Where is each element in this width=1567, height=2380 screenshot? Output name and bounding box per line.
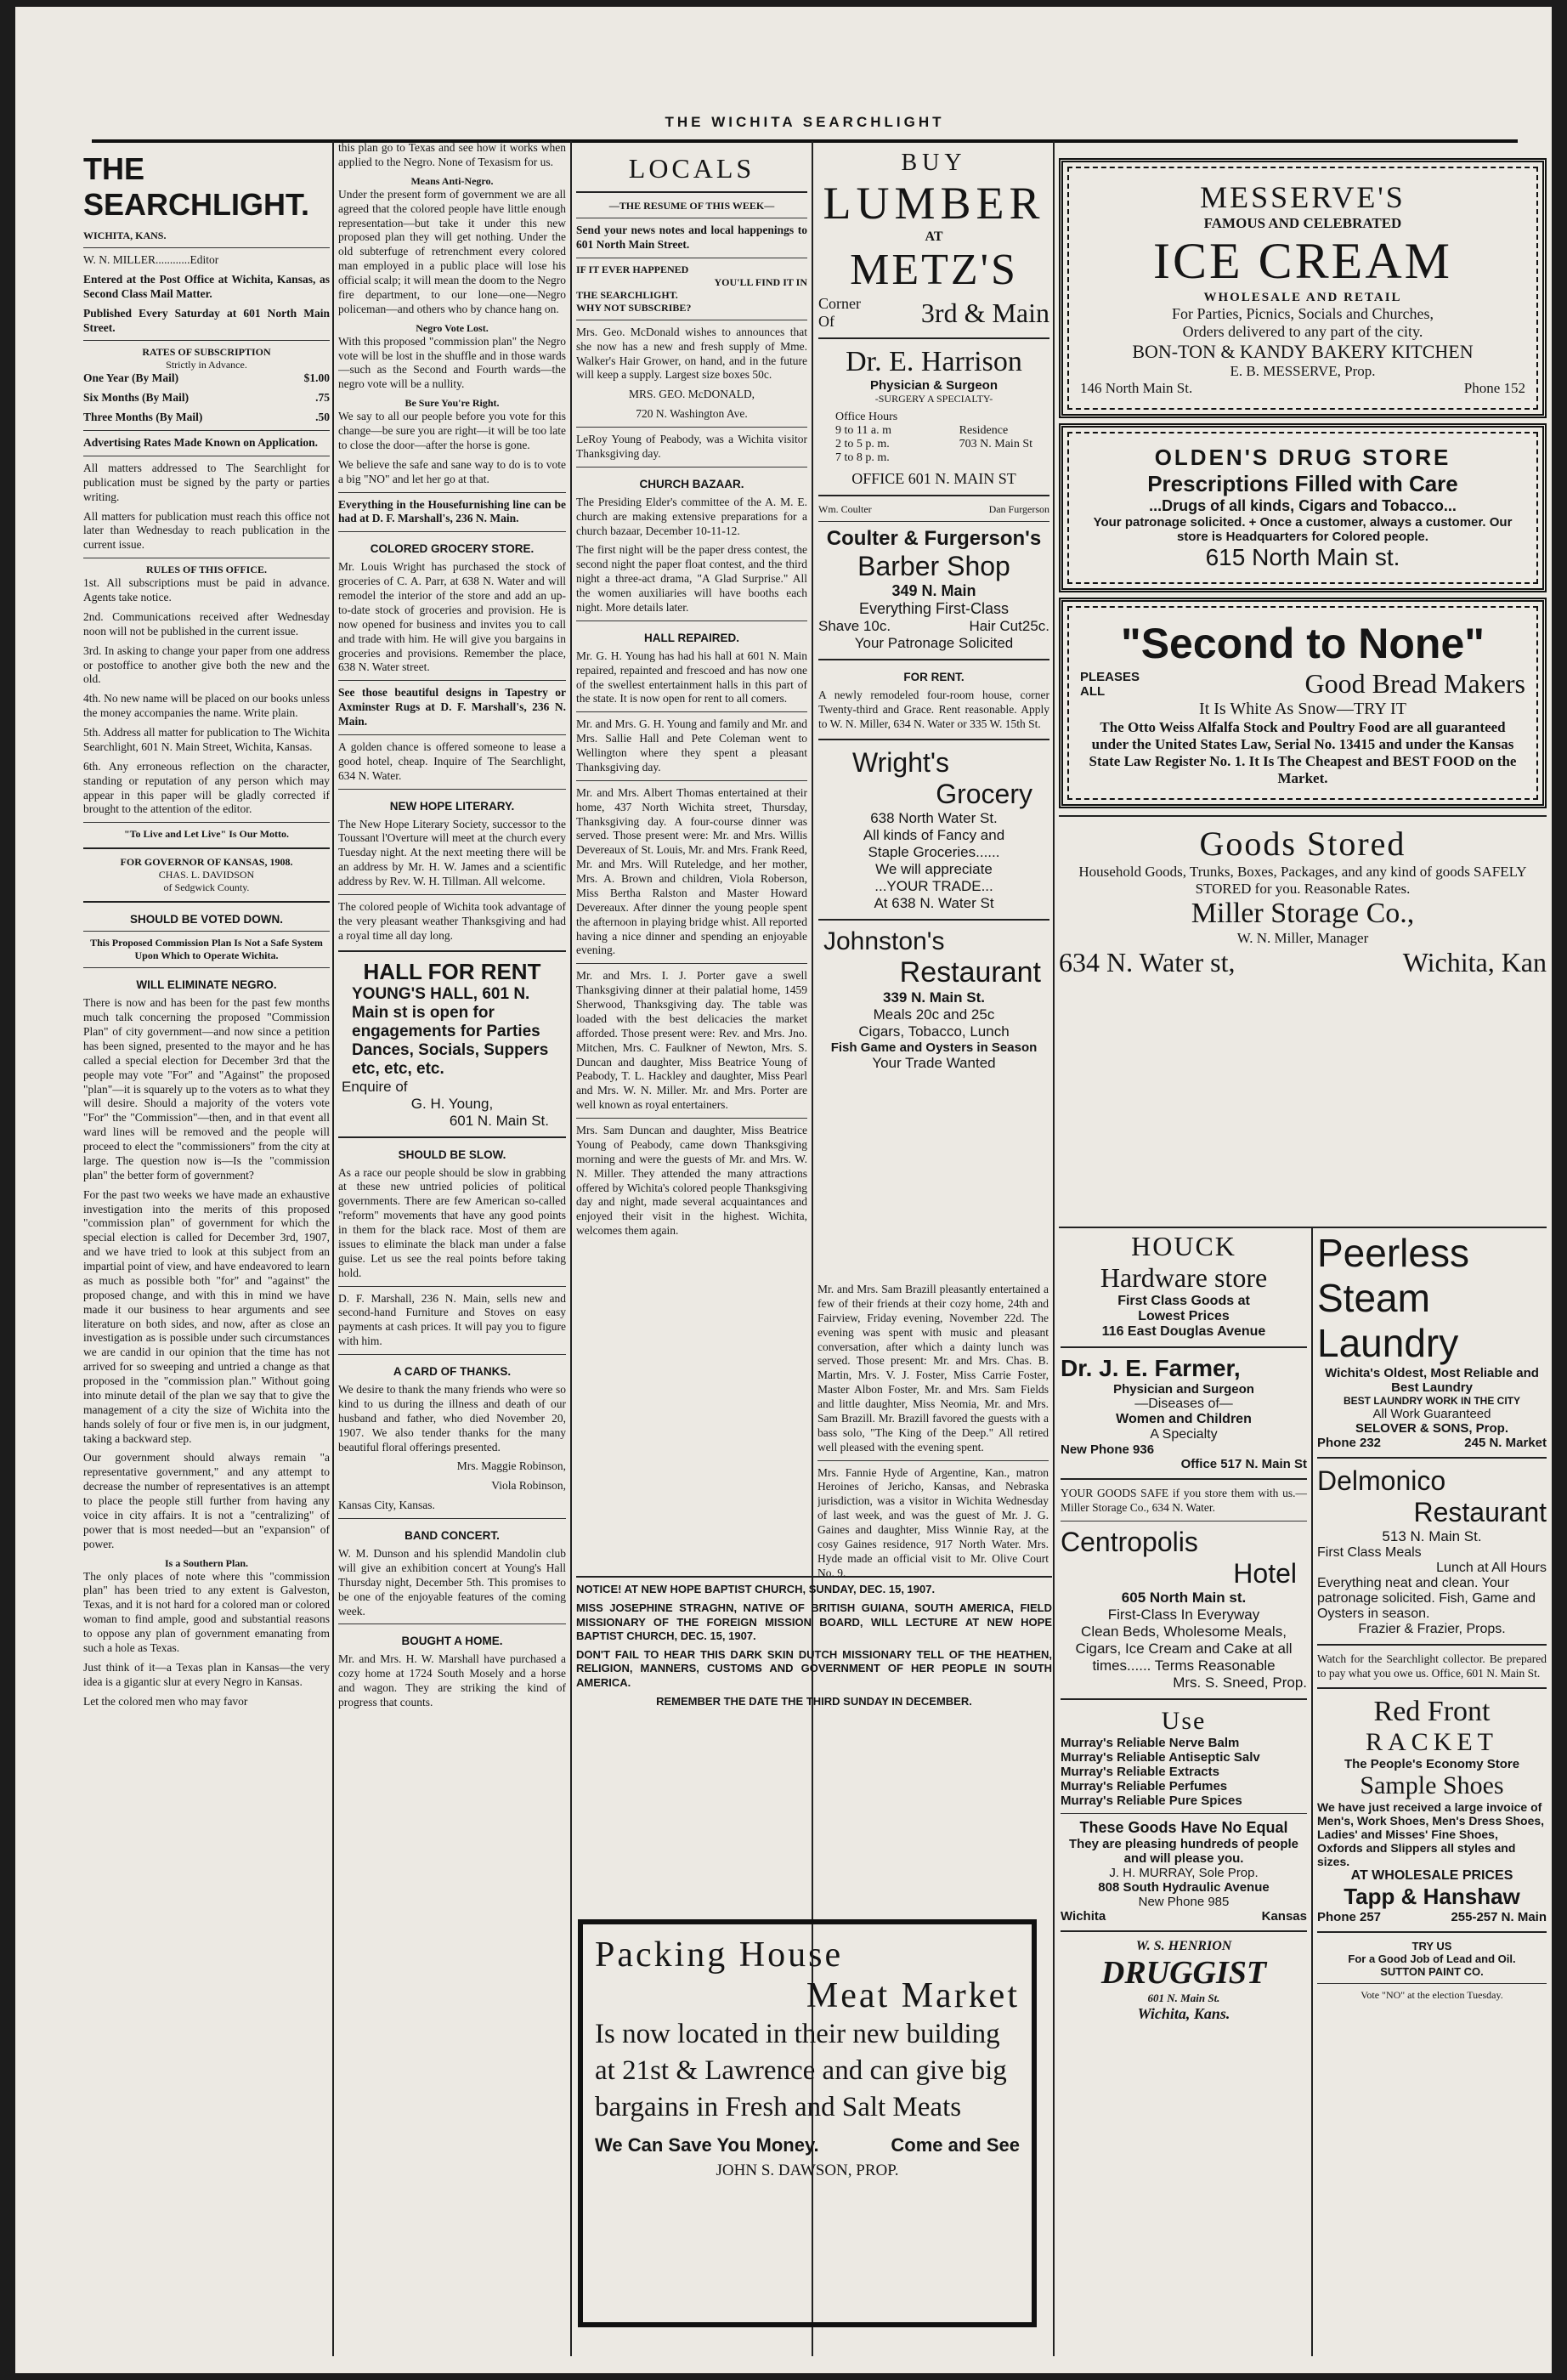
article-continuation: this plan go to Texas and see how it works when applied to the Negro. None of Texasism for us.: [338, 141, 566, 168]
publication-note: All matters for publication must reach this office not later than Wednesday to reach publication in the current issue.: [83, 509, 330, 552]
article-paragraph: Let the colored men who may favor: [83, 1694, 248, 1708]
column-rule: [1053, 141, 1055, 2356]
article-paragraph: The colored people of Wichita took advantage of the very pleasant weather Thanksgiving and had a royal time all day long.: [338, 899, 566, 942]
editor-line: W. N. MILLER............Editor: [83, 253, 219, 266]
nameplate: THE SEARCHLIGHT.: [83, 151, 310, 222]
ad-marshall: D. F. Marshall, 236 N. Main, sells new and second-hand Furniture and Stoves on easy payments at cash prices. It will pay you to figure with him.: [338, 1291, 566, 1348]
notice-hotel: A golden chance is offered someone to lease a good hotel, cheap. Inquire of The Searchlight, 634 N. Water.: [338, 740, 566, 782]
local-item: Mr. and Mrs. G. H. Young and family and Mr. and Mrs. Sallie Hall and Pete Coleman went to Wellington where they spent a pleasant Thanksgiving day.: [576, 717, 807, 774]
rate-row: One Year (By Mail) $1.00: [83, 371, 330, 385]
hall-for-rent-title: HALL FOR RENT: [363, 958, 541, 984]
lumber-headline: LUMBER: [823, 178, 1045, 229]
article-paragraph: We desire to thank the many friends who were so kind to us during the illness and death of our husband and father, who died November 20, 1907. We also tender thanks for the many beautiful floral offerings presented.: [338, 1383, 566, 1454]
local-item: The Presiding Elder's committee of the A. M. E. church are making extensive preparations for a church bazaar, December 10-11-12.: [576, 495, 807, 537]
rates-title: RATES OF SUBSCRIPTION: [142, 346, 271, 359]
column-rule: [332, 141, 334, 2356]
headline-grocery: COLORED GROCERY STORE.: [370, 542, 535, 556]
rate-row: Three Months (By Mail) .50: [83, 411, 330, 424]
article-paragraph: Our government should always remain "a representative government," and any attempt to decrease the number of representatives is an attempt to place the people still further from having any voice in city affairs. It is not a "centralizing" of power that is most needed—but an "expansion" of power.: [83, 1451, 330, 1550]
article-paragraph: W. M. Dunson and his splendid Mandolin club will give an exhibition concert at Young's Hall Thursday night, December 5th. This promises to be one of the enjoyable features of the coming week.: [338, 1547, 566, 1618]
hall-for-rent-body: YOUNG'S HALL, 601 N. Main st is open for engagements for Parties Dances, Socials, Suppers etc, etc, etc.: [352, 984, 549, 1078]
column-6a: HOUCK Hardware store First Class Goods at Lowest Prices 116 East Douglas Avenue Dr. J. E. Farmer, Physician and Surgeon —Diseases of— Women and Children A Specialty New Phone 936 Office 517 N. Main St YOUR GOODS SAFE if you store them with us.—Miller Storage Co., 634 N. Water. Centropolis Hotel 605 North Main st. First-Class In Everyway Clean Beds, Wholesome Meals, Cigars, Ice Cream and Cake at all times...... Terms Reasonable Mrs. S. Sneed, Prop. Use Murray's Reliable Nerve Balm Murray's Reliable Antiseptic Salv Murray's Reliable Extracts Murray's Reliable Perfumes Murray's Reliable Pure Spices These Goods Have No Equal They are pleasing hundreds of people and will please you. J. H. MURRAY, Sole Prop. 808 South Hydraulic Avenue New Phone 985 Wichita Kansas W. S. HENRION DRUGGIST 601 N. Main St. Wichita, Kans.: [1061, 1231, 1307, 2022]
subhead-vote-lost: Negro Vote Lost.: [416, 321, 489, 334]
locals-title: LOCALS: [628, 153, 755, 184]
headline-literary: NEW HOPE LITERARY.: [389, 799, 515, 813]
rate-row: Six Months (By Mail) .75: [83, 391, 330, 405]
locals-resume: —THE RESUME OF THIS WEEK—: [608, 200, 775, 212]
published-notice: Published Every Saturday at 601 North Main Street.: [83, 306, 330, 334]
headline-band-concert: BAND CONCERT.: [404, 1529, 500, 1542]
rule-item: 4th. No new name will be placed on our books unless the money accompanies the name. Write plain.: [83, 692, 330, 720]
article-paragraph: Just think of it—a Texas plan in Kansas—the very idea is a gigantic slur at every Negro in Kansas.: [83, 1660, 330, 1688]
packing-house-ad: Packing House Meat Market Is now located in their new building at 21st & Lawrence and can give big bargains in Fresh and Salt Meats We Can Save You Money. Come and See JOHN S. DAWSON, PROP.: [578, 1919, 1037, 2327]
rates-subtitle: Strictly in Advance.: [166, 359, 247, 371]
rule-item: 3rd. In asking to change your paper from one address or postoffice to another give both the new and the old.: [83, 643, 330, 686]
column-rule: [570, 141, 572, 2356]
local-item: Mr. G. H. Young has had his hall at 601 N. Main repaired, repainted and frescoed and has now one of the swellest entertainment halls in this part of the state. It is now open for rent to all comers.: [576, 649, 807, 706]
rule-item: 6th. Any erroneous reflection on the character, standing or reputation of any person which may appear in this paper will be gladly corrected if brought to the attention of the editor.: [83, 759, 330, 816]
governor-title: FOR GOVERNOR OF KANSAS, 1908.: [120, 856, 293, 869]
headline-church-bazaar: CHURCH BAZAAR.: [639, 477, 744, 490]
governor-name: CHAS. L. DAVIDSON: [158, 869, 255, 881]
article-paragraph: As a race our people should be slow in grabbing at these new untried policies of political governments. There are few American so-called "reform" movements that have any good points in them for the black race. Most of them are issues to eliminate the black man under a false guise. Let us see the real points before taking hold.: [338, 1165, 566, 1279]
article-paragraph: For the past two weeks we have made an exhaustive investigation into the merits of this proposed "commission plan" of government for which the special election is called for December 3rd, 1907, and we have tried to look at this subject from an impartial point of view, and have endeavored to learn as much as possible both "for" and "against" the proposed change, and with this in mind we have made it our business to hear arguments and see literature on both sides, and now, after as close an investigation as is possible under such circumstances we are candid in our opinion that the time has not arrived for so sweeping and untried a change as that proposed in the "commission plan." Without going into minute detail of the plan we say that to give the management of a city the size of Wichita into the hands solely of four or five men is, in our judgment, taking a backward step.: [83, 1187, 330, 1445]
all-matters-note: All matters addressed to The Searchlight for publication must be signed by the party or parties writing.: [83, 461, 330, 503]
rules-title: RULES OF THIS OFFICE.: [145, 564, 268, 576]
column-1: [83, 141, 330, 2356]
subhead-southern-plan: Is a Southern Plan.: [164, 1556, 249, 1569]
local-item: Mrs. Geo. McDonald wishes to announces that she now has a new and fresh supply of Mme. Walker's Hair Grower, on hand, and in the future will keep a supply. Largest size boxes 50c.: [576, 325, 807, 382]
article-paragraph: The New Hope Literary Society, successor to the Toussant l'Overture will meet at the church every Tuesday night. At the next meeting there will be an address by Mr. H. W. James and a scientific address by Rev. W. H. Tillman. All welcome.: [338, 817, 566, 887]
column-3: LOCALS —THE RESUME OF THIS WEEK— Send your news notes and local happenings to 601 North Main Street. IF IT EVER HAPPENED YOU'LL FIND IT IN THE SEARCHLIGHT. WHY NOT SUBSCRIBE? Mrs. Geo. McDonald wishes to announces that she now has a new and fresh supply of Mme. Walker's Hair Grower, on hand, and in the future will keep a supply. Largest size boxes 50c. MRS. GEO. McDONALD, 720 N. Washington Ave. LeRoy Young of Peabody, was a Wichita visitor Thanksgiving day. CHURCH BAZAAR. The Presiding Elder's committee of the A. M. E. church are making extensive preparations for a church bazaar, December 10-11-12. The first night will be the paper dress contest, the second night the paper float contest, and the third night a three-act drama, "A Glad Surprise." All the women auxiliaries will have booths each night. More details later. HALL REPAIRED. Mr. G. H. Young has had his hall at 601 N. Main repaired, repainted and frescoed and has now one of the swellest entertainment halls in this part of the state. It is now open for rent to all comers. Mr. and Mrs. G. H. Young and family and Mr. and Mrs. Sallie Hall and Pete Coleman went to Wellington where they spent a pleasant Thanksgiving day. Mr. and Mrs. Albert Thomas entertained at their home, 437 North Wichita street, Thursday, Thanksgiving day. A four-course dinner was served. Those present were: Mr. and Mrs. Willis Devereaux of St. Louis, Mr. and Mrs. Frank Reed, Mr. and Mrs. Will Ruteledge, and her mother, Mrs. A. Brown and children, Viola Roberson, Miss Bertha Ralston and Master Howard Devereaux. After dinner the young people spent the afternoon in playing bridge whist. All reported having a nice dinner and spending an enjoyable evening. Mr. and Mrs. I. J. Porter gave a swell Thanksgiving dinner at their palatial home, 1459 Sherwood, Thanksgiving day. The table was loaded with the best delicacies the market afforded. Those present were: Rev. and Mrs. Jno. Mitchen, Mrs. C. Faulkner of Newton, Mrs. S. Duncan and daughter, Miss Beatrice Young of Peabody, T. L. Hackley and daughter, Miss Pearl and Mrs. W. N. Miller. Mr. and Mrs. Porter are well known as royal entertainers. Mrs. Sam Duncan and daughter, Miss Beatrice Young of Peabody, came down Thanksgiving morning and were the guests of Mr. and Mrs. W. N. Miller. They attended the many attractions offered by Wichita's colored people Thanksgiving day and night, made several acquaintances and enjoyed their visit in the highest. Wichita, welcomes them again.: [576, 153, 807, 1238]
headline-hall-repaired: HALL REPAIRED.: [643, 631, 739, 644]
ad-housefurnishing: Everything in the Housefurnishing line can be had at D. F. Marshall's, 236 N. Main.: [338, 497, 566, 525]
local-item: Mrs. Fannie Hyde of Argentine, Kan., matron Heroines of Jericho, Kansas, and Nebraska jurisdiction, was a visitor in Wichita Wednesday of last week, and was the guest of Mr. J. G. Gaines and daughter, Miss Winnie Ray, at the cosy Gaines residence, 917 North Water. Mrs. Hyde made an official visit to Mr. Olive Court No. 9.: [817, 1465, 1049, 1579]
article-paragraph: The only places of note where this "commission plan" has been tried to any extent is Galveston, Texas, and it is not hard for a colored man or colored woman to find ample, good and substantial reasons to oppose any plan of government emanating from such a hole as Texas.: [83, 1569, 330, 1654]
masthead: THE WICHITA SEARCHLIGHT: [92, 114, 1518, 143]
messerve-ad: MESSERVE'S FAMOUS AND CELEBRATED ICE CREAM WHOLESALE AND RETAIL For Parties, Picnics, Socials and Churches, Orders delivered to any part of the city. BON-TON & KANDY BAKERY KITCHEN E. B. MESSERVE, Prop. 146 North Main St. Phone 152: [1059, 158, 1547, 418]
article-paragraph: Under the present form of government we are all agreed that the colored people have little enough representation—but take it under this new proposed plan they will get nothing. Under the old subterfuge of retrenchment every colored man employed in a public place will lose his official scalp; it will mean the doom to the Negro fire department, to our lone—one—Negro policeman—and others who by chance hang on.: [338, 187, 566, 315]
rule-item: 2nd. Communications received after Wednesday noon will not be published in the current issue.: [83, 609, 330, 638]
governor-county: of Sedgwick County.: [163, 881, 250, 894]
notice-block: NOTICE! AT NEW HOPE BAPTIST CHURCH, SUNDAY, DEC. 15, 1907. MISS JOSEPHINE STRAGHN, NATIVE OF BRITISH GUIANA, SOUTH AMERICA, FIELD MISSIONARY OF THE FOREIGN MISSION BOARD, WILL LECTURE AT NEW HOPE BAPTIST CHURCH, DEC. 15, 1907. DON'T FAIL TO HEAR THIS DARK SKIN DUTCH MISSIONARY TELL OF THE HEATHEN, RELIGION, MANNERS, CUSTOMS AND GOVERNMENT OF HER PEOPLE IN SOUTH AMERICA. REMEMBER THE DATE THE THIRD SUNDAY IN DECEMBER.: [576, 1576, 1052, 1714]
article-paragraph: With this proposed "commission plan" the Negro vote will be lost in the shuffle and in those wards—such as the Second and Fourth wards—the negro vote will be a nullity.: [338, 334, 566, 391]
harrison-name: Dr. E. Harrison: [846, 346, 1022, 377]
subhead-be-sure: Be Sure You're Right.: [404, 397, 500, 410]
newspaper-page: [15, 7, 1552, 2373]
olden-drug-ad: OLDEN'S DRUG STORE Prescriptions Filled with Care ...Drugs of all kinds, Cigars and Tobacco... Your patronage solicited. + Once a customer, always a customer. Our store is Headquarters for Colored people. 615 North Main st.: [1059, 423, 1547, 592]
headline-bought-home: BOUGHT A HOME.: [401, 1635, 503, 1648]
article-paragraph: There is now and has been for the past few months much talk concerning the proposed "Commission Plan" of city government—and now since a petition has been signed, presented to the mayor and he has called a special election for December 3rd that the people may vote "For" and "Against" the proposed "plan"—it is squarely up to the voters as to what they will desire. Should a majority of the voters vote "For" the "Commission"—then, and in that event all ward lines will be removed and the people will proceed to elect the "commissioners" from the city at large. The question now is—Is the "commission plan" the better form of government?: [83, 996, 330, 1182]
metz-name: METZ'S: [850, 246, 1018, 294]
column-2: this plan go to Texas and see how it works when applied to the Negro. None of Texasism for us. Means Anti-Negro. Under the present form of government we are all agreed that the colored people have little enough representation—but take it under this new proposed plan they will get nothing. Under the old subterfuge of retrenchment every colored man employed in a public place will lose his official scalp; it will mean the doom to the Negro fire department, to our lone—one—Negro policeman—and others who by chance hang on. Negro Vote Lost. With this proposed "commission plan" the Negro vote will be lost in the shuffle and in those wards—such as the Second and Fourth wards—the negro vote will be a nullity. Be Sure You're Right. We say to all our people before you vote for this change—be sure you are right—it will be too late to close the door—after the horse is gone. We believe the safe and sane way to do is to vote a big "NO" and let her go at that. Everything in the Housefurnishing line can be had at D. F. Marshall's, 236 N. Main. COLORED GROCERY STORE. Mr. Louis Wright has purchased the stock of groceries of C. A. Parr, at 638 N. Water and will remodel the interior of the store and add an up-to-date stock of groceries and provision. He is now opened for business and invites you to call and trade with him. He will give you bargains in groceries and provisions. Remember the place, 638 N. Water street. See those beautiful designs in Tapestry or Axminster Rugs at D. F. Marshall's, 236 N. Main. A golden chance is offered someone to lease a good hotel, cheap. Inquire of The Searchlight, 634 N. Water. NEW HOPE LITERARY. The New Hope Literary Society, successor to the Toussant l'Overture will meet at the church every Tuesday night. At the next meeting there will be an address by Mr. H. W. James and a scientific address by Rev. W. H. Tillman. All welcome. The colored people of Wichita took advantage of the very pleasant weather Thanksgiving and had a royal time all day long. HALL FOR RENT YOUNG'S HALL, 601 N. Main st is open for engagements for Parties Dances, Socials, Suppers etc, etc, etc. Enquire of G. H. Young, 601 N. Main St. SHOULD BE SLOW. As a race our people should be slow in grabbing at these new untried policies of political governments. There are few American so-called "reform" movements that have any good points in them for the black race. Most of them are issues to eliminate the black man under a false guise. Let us see the real points before taking hold. D. F. Marshall, 236 N. Main, sells new and second-hand Furniture and Stoves on easy payments at cash prices. It will pay you to figure with him. A CARD OF THANKS. We desire to thank the many friends who were so kind to us during the illness and death of our husband and father, who died November 20, 1907. We also tender thanks for the many beautiful floral offerings presented. Mrs. Maggie Robinson, Viola Robinson, Kansas City, Kansas. BAND CONCERT. W. M. Dunson and his splendid Mandolin club will give an exhibition concert at Young's Hall Thursday night, December 5th. This promises to be one of the enjoyable features of the coming week. BOUGHT A HOME. Mr. and Mrs. H. W. Marshall have purchased a cozy home at 1724 South Mosely and a horse and wagon. They are striking the kind of progress that counts.: [338, 141, 566, 1708]
local-item: Mr. and Mrs. Albert Thomas entertained at their home, 437 North Wichita street, Thursday, Thanksgiving day. A four-course dinner was served. Those present were: Mr. and Mrs. Willis Devereaux of St. Louis, Mr. and Mrs. Frank Reed, Mr. and Mrs. Will Ruteledge, and her mother, Mrs. A. Brown and children, Viola Roberson, Miss Bertha Ralston and Master Howard Devereaux. After dinner the young people spent the afternoon in playing bridge whist. All reported having a nice dinner and spending an enjoyable evening.: [576, 785, 807, 957]
ad-tapestry: See those beautiful designs in Tapestry or Axminster Rugs at D. F. Marshall's, 236 N. Main.: [338, 686, 566, 728]
locals-send-news: Send your news notes and local happenings to 601 North Main Street.: [576, 224, 807, 251]
subhead-commission: This Proposed Commission Plan Is Not a Safe System Upon Which to Operate Wichita.: [90, 937, 323, 962]
article-paragraph: Mr. and Mrs. H. W. Marshall have purchased a cozy home at 1724 South Mosely and a horse and wagon. They are striking the kind of progress that counts.: [338, 1652, 566, 1708]
headline-voted-down: SHOULD BE VOTED DOWN.: [129, 913, 283, 926]
rule-item: 5th. Address all matter for publication to The Wichita Searchlight, 601 N. Main Street, Wichita, Kansas.: [83, 726, 330, 753]
article-paragraph: Mr. Louis Wright has purchased the stock of groceries of C. A. Parr, at 638 N. Water and will remodel the interior of the store and add an up-to-date stock of groceries and provision. He is now opened for business and invites you to call and trade with him. He will give you bargains in groceries and provisions. Remember the place, 638 N. Water street.: [338, 560, 566, 674]
entered-notice: Entered at the Post Office at Wichita, Kansas, as Second Class Mail Matter.: [83, 272, 330, 300]
local-item: LeRoy Young of Peabody, was a Wichita visitor Thanksgiving day.: [576, 433, 807, 460]
local-item: Mr. and Mrs. I. J. Porter gave a swell Thanksgiving dinner at their palatial home, 1459 Sherwood, Thanksgiving day. The table was loaded with the best delicacies the market afforded. Those present were: Rev. and Mrs. Jno. Mitchen, Mrs. C. Faulkner of Newton, Mrs. S. Duncan and daughter, Miss Beatrice Young of Peabody, T. L. Hackley and daughter, Miss Pearl and Mrs. W. N. Miller. Mr. and Mrs. Porter are well known as royal entertainers.: [576, 969, 807, 1112]
column-5: BUY LUMBER AT METZ'S Corner Of 3rd & Main Dr. E. Harrison Physician & Surgeon -SURGERY A SPECIALTY- Office Hours 9 to 11 a. m 2 to 5 p. m. 7 to 8 p. m. Residence 703 N. Main St OFFICE 601 N. MAIN ST Wm. Coulter Dan Furgerson Coulter & Furgerson's Barber Shop 349 N. Main Everything First-Class Shave 10c. Hair Cut25c. Your Patronage Solicited FOR RENT. A newly remodeled four-room house, corner Twenty-third and Grace. Rent reasonable. Apply to W. N. Miller, 634 N. Water or 335 W. 15th St. Wright's Grocery 638 North Water St. All kinds of Fancy and Staple Groceries...... We will appreciate ...YOUR TRADE... At 638 N. Water St Johnston's Restaurant 339 N. Main St. Meals 20c and 25c Cigars, Tobacco, Lunch Fish Game and Oysters in Season Your Trade Wanted: [818, 150, 1049, 1071]
article-paragraph: We say to all our people before you vote for this change—be sure you are right—it will be too late to close the door—after the horse is gone.: [338, 410, 566, 451]
advertising-note: Advertising Rates Made Known on Application.: [83, 436, 319, 449]
headline-card-of-thanks: A CARD OF THANKS.: [393, 1365, 512, 1378]
headline-should-be-slow: SHOULD BE SLOW.: [398, 1148, 506, 1161]
headline-eliminate-negro: WILL ELIMINATE NEGRO.: [136, 978, 277, 992]
local-item: The first night will be the paper dress contest, the second night the paper float contest, and the third night a three-act drama, "A Glad Surprise." All the women auxiliaries will have booths each night. More details later.: [576, 543, 807, 614]
nameplate-place: WICHITA, KANS.: [83, 230, 167, 241]
column-7: Peerless Steam Laundry Wichita's Oldest, Most Reliable and Best Laundry BEST LAUNDRY WORK IN THE CITY All Work Guaranteed SELOVER & SONS, Prop. Phone 232 245 N. Market Delmonico Restaurant 513 N. Main St. First Class Meals Lunch at All Hours Everything neat and clean. Your patronage solicited. Fish, Game and Oysters in season. Frazier & Frazier, Props. Watch for the Searchlight collector. Be prepared to pay what you owe us. Office, 601 N. Main St. Red Front RACKET The People's Economy Store Sample Shoes We have just received a large invoice of Men's, Work Shoes, Men's Dress Shoes, Ladies' and Misses' Fine Shoes, Oxfords and Slippers all styles and sizes. AT WHOLESALE PRICES Tapp & Hanshaw Phone 257 255-257 N. Main TRY US For a Good Job of Lead and Oil. SUTTON PAINT CO. Vote "NO" at the election Tuesday.: [1317, 1231, 1547, 2002]
article-paragraph: We believe the safe and sane way to do is to vote a big "NO" and let her go at that.: [338, 457, 566, 485]
local-item: Mrs. Sam Duncan and daughter, Miss Beatrice Young of Peabody, came down Thanksgiving morning and were the guests of Mr. and Mrs. W. N. Miller. They attended the many attractions offered by Wichita's colored people Thanksgiving day and night, made several acquaintances and enjoyed their visit in the highest. Wichita, welcomes them again.: [576, 1124, 807, 1238]
motto: "To Live and Let Live" Is Our Motto.: [123, 828, 289, 841]
otto-weiss-ad: "Second to None" PLEASES ALL Good Bread Makers It Is White As Snow—TRY IT The Otto Weiss Alfalfa Stock and Poultry Food are all guaranteed under the United States Law, Serial No. 13415 and under the Kansas State Law Register No. 1. It Is The Cheapest and BEST FOOD on the Market.: [1059, 598, 1547, 808]
rule-item: 1st. All subscriptions must be paid in advance. Agents take notice.: [83, 576, 330, 604]
headline-for-rent: FOR RENT.: [903, 671, 965, 683]
local-item: Mr. and Mrs. Sam Brazill pleasantly entertained a few of their friends at their cozy home, 24th and Fairview, Friday evening, November 22d. The evening was spent with music and pleasant conversation, after which a dainty lunch was served. Those present: Mr. and Mrs. Chas. B. Martin, Mrs. V. J. Foster, Miss Carrie Foster, Master Albon Foster, Mr. and Mrs. Sam Fields and little daughter, Miss Neomia, Mr. and Mrs. Sam Brazill. Mr. Brazill favored the guests with a bass solo, "The King of the Deep." All retired well pleased with the evening spent.: [817, 1283, 1049, 1454]
column-6-top: MESSERVE'S FAMOUS AND CELEBRATED ICE CREAM WHOLESALE AND RETAIL For Parties, Picnics, Socials and Churches, Orders delivered to any part of the city. BON-TON & KANDY BAKERY KITCHEN E. B. MESSERVE, Prop. 146 North Main St. Phone 152 OLDEN'S DRUG STORE Prescriptions Filled with Care ...Drugs of all kinds, Cigars and Tobacco... Your patronage solicited. + Once a customer, always a customer. Our store is Headquarters for Colored people. 615 North Main st. "Second to None" PLEASES ALL Good Bread Makers It Is White As Snow—TRY IT The Otto Weiss Alfalfa Stock and Poultry Food are all guaranteed under the United States Law, Serial No. 13415 and under the Kansas State Law Register No. 1. It Is The Cheapest and BEST FOOD on the Market. Goods Stored Household Goods, Trunks, Boxes, Packages, and any kind of goods SAFELY STORED for you. Reasonable Rates. Miller Storage Co., W. N. Miller, Manager 634 N. Water st, Wichita, Kan: [1059, 141, 1547, 1311]
subhead-anti-negro: Means Anti-Negro.: [410, 174, 494, 187]
